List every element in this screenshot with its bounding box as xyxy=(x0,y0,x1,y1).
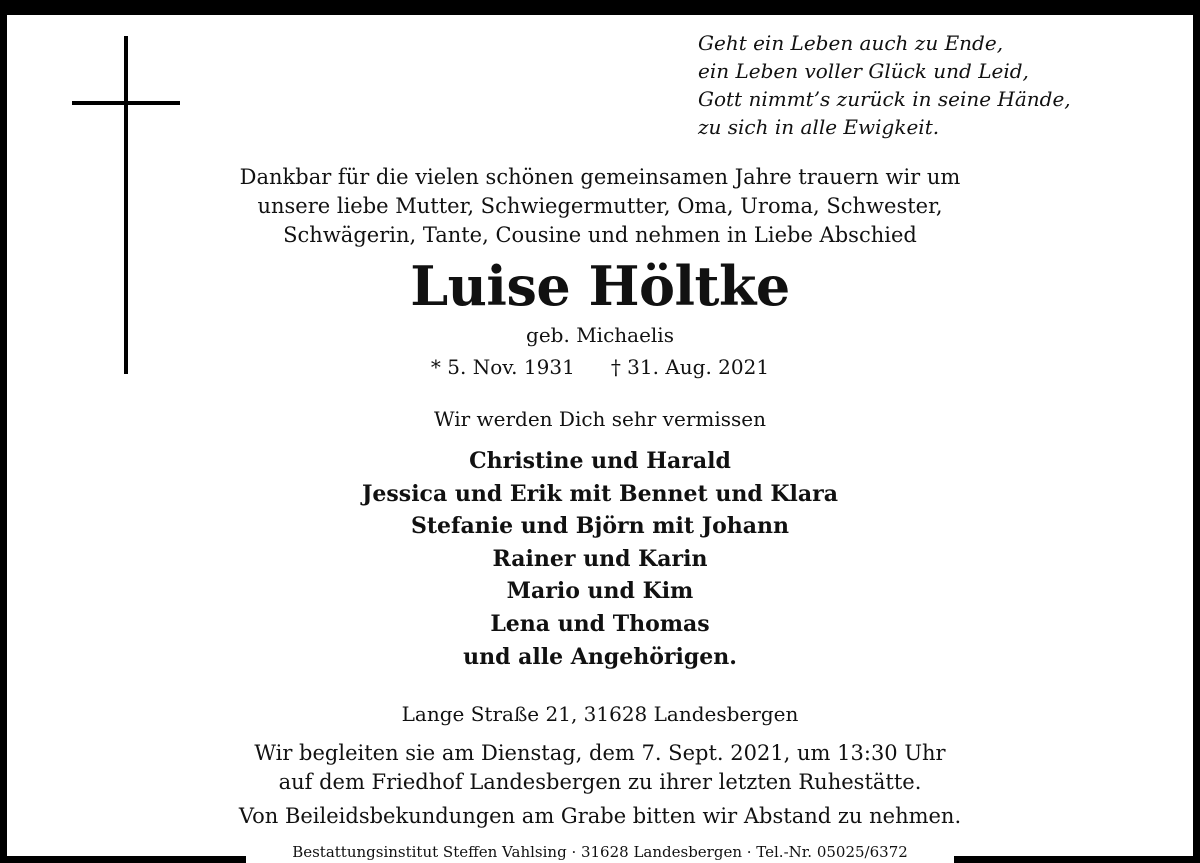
intro-line: Dankbar für die vielen schönen gemeinsamen Jahre trauern wir um xyxy=(239,165,961,189)
family-member: Lena und Thomas xyxy=(490,610,710,637)
poem-line: zu sich in alle Ewigkeit. xyxy=(698,115,940,139)
birth-date: * 5. Nov. 1931 xyxy=(430,355,575,379)
intro-text xyxy=(0,163,1200,250)
poem-line: Geht ein Leben auch zu Ende, xyxy=(698,31,1004,55)
ceremony-info xyxy=(0,739,1200,797)
funeral-home-footer: Bestattungsinstitut Steffen Vahlsing · 31628 Landesbergen · Tel.-Nr. 05025/6372 xyxy=(292,843,908,861)
life-dates xyxy=(0,353,1200,381)
family-list xyxy=(0,445,1200,673)
intro-line: unsere liebe Mutter, Schwiegermutter, Oma, Uroma, Schwester, xyxy=(257,194,943,218)
poem-line: ein Leben voller Glück und Leid, xyxy=(698,59,1029,83)
family-member: Rainer und Karin xyxy=(492,545,708,572)
poem xyxy=(698,29,1071,141)
maiden-name: geb. Michaelis xyxy=(526,323,674,347)
family-member: und alle Angehörigen. xyxy=(463,643,737,670)
poem-line: Gott nimmt’s zurück in seine Hände, xyxy=(698,87,1071,111)
family-member: Stefanie und Björn mit Johann xyxy=(410,513,790,540)
farewell-text: Wir werden Dich sehr vermissen xyxy=(434,407,766,431)
family-member: Jessica und Erik mit Bennet und Klara xyxy=(362,480,838,507)
ceremony-line: auf dem Friedhof Landesbergen zu ihrer letzten Ruhestätte. xyxy=(278,770,922,794)
family-member: Mario und Kim xyxy=(506,578,694,605)
ceremony-line: Wir begleiten sie am Dienstag, dem 7. Sept. 2021, um 13:30 Uhr xyxy=(254,741,946,765)
condolence-note: Von Beileidsbekundungen am Grabe bitten wir Abstand zu nehmen. xyxy=(238,804,962,828)
death-date: † 31. Aug. 2021 xyxy=(610,355,770,379)
address: Lange Straße 21, 31628 Landesbergen xyxy=(401,702,799,726)
family-member: Christine und Harald xyxy=(469,448,731,474)
intro-line: Schwägerin, Tante, Cousine und nehmen in Liebe Abschied xyxy=(283,223,917,247)
cross-horizontal-beam xyxy=(72,101,180,105)
deceased-name: Luise Höltke xyxy=(410,254,790,318)
